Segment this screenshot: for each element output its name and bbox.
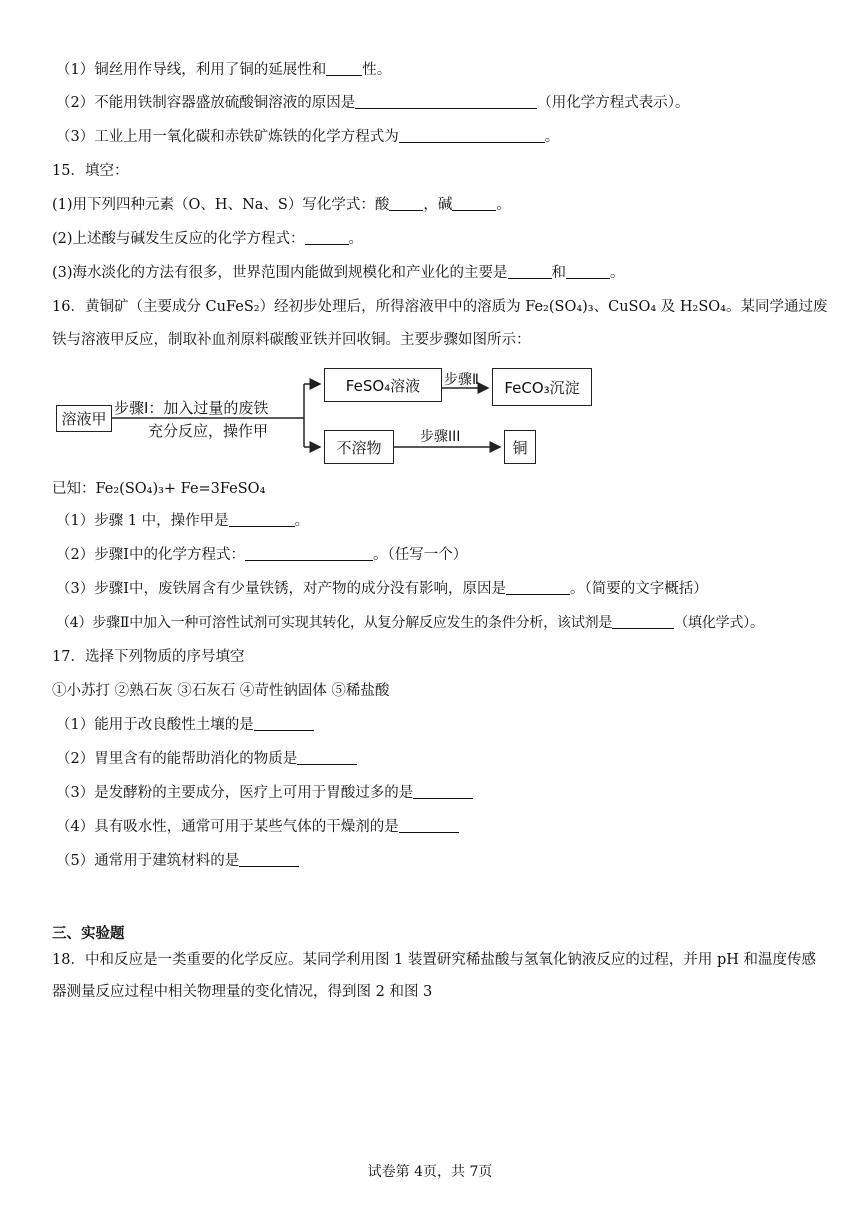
answer-blank[interactable] xyxy=(413,784,473,799)
q17-part2 xyxy=(56,749,830,769)
answer-blank[interactable] xyxy=(452,196,496,211)
q16-part1 xyxy=(56,511,830,531)
answer-blank[interactable] xyxy=(254,716,314,731)
q16-part1-suffix: 。 xyxy=(294,513,310,529)
answer-blank[interactable] xyxy=(612,614,674,629)
answer-blank[interactable] xyxy=(389,196,423,211)
feso4-solution-box: FeSO₄溶液 xyxy=(324,368,442,402)
answer-blank[interactable] xyxy=(297,750,357,765)
q17-part3 xyxy=(56,783,830,803)
q16-known: 已知：Fe₂(SO₄)₃+ Fe=3FeSO₄ xyxy=(52,481,266,497)
q15-title: 15．填空： xyxy=(52,163,129,179)
feco3-precipitate-box: FeCO₃沉淀 xyxy=(492,368,592,406)
answer-blank[interactable] xyxy=(355,94,537,109)
answer-blank[interactable] xyxy=(399,128,545,143)
q17-part3-text: （3）是发酵粉的主要成分，医疗上可用于胃酸过多的是 xyxy=(56,785,414,801)
q17-title: 17．选择下列物质的序号填空 xyxy=(52,649,245,665)
q14-part3-text: （3）工业上用一氧化碳和赤铁矿炼铁的化学方程式为 xyxy=(56,129,399,145)
insoluble-box: 不溶物 xyxy=(324,430,394,464)
q14-part1-suffix: 性。 xyxy=(362,62,392,78)
q15-part2-suffix: 。 xyxy=(348,231,364,247)
q16-part4 xyxy=(56,613,856,633)
page-footer: 试卷第 4页，共 7页 xyxy=(367,1164,493,1180)
q16-part2-text: （2）步骤Ⅰ中的化学方程式： xyxy=(56,547,245,563)
copper-box: 铜 xyxy=(504,430,536,464)
answer-blank[interactable] xyxy=(245,546,373,561)
q16-stem-line2: 铁与溶液甲反应，制取补血剂原料碳酸亚铁并回收铜。主要步骤如图所示： xyxy=(52,332,531,348)
q14-part2 xyxy=(56,93,830,113)
q15-part2 xyxy=(52,229,830,249)
q15-part1-text: (1)用下列四种元素（O、H、Na、S）写化学式：酸 xyxy=(52,197,390,213)
answer-blank[interactable] xyxy=(508,264,552,279)
answer-blank[interactable] xyxy=(566,264,610,279)
q15-part3 xyxy=(52,263,830,283)
q17-options: ①小苏打 ②熟石灰 ③石灰石 ④苛性钠固体 ⑤稀盐酸 xyxy=(52,683,390,699)
answer-blank[interactable] xyxy=(229,512,295,527)
answer-blank[interactable] xyxy=(305,230,349,245)
q16-part2 xyxy=(56,545,830,565)
answer-blank[interactable] xyxy=(239,852,299,867)
q14-part3 xyxy=(56,127,830,147)
q17-part1 xyxy=(56,715,830,735)
q16-part4-text: （4）步骤Ⅱ中加入一种可溶性试剂可实现其转化，从复分解反应发生的条件分析，该试剂是 xyxy=(56,615,613,631)
q14-part1-text: （1）铜丝用作导线，利用了铜的延展性和 xyxy=(56,62,327,78)
q15-part1-suffix: 。 xyxy=(496,197,511,213)
q15-part2-text: (2)上述酸与碱发生反应的化学方程式： xyxy=(52,231,305,247)
step1-label-line2: 充分反应，操作甲 xyxy=(148,422,269,440)
q17-part2-text: （2）胃里含有的能帮助消化的物质是 xyxy=(56,751,298,767)
q17-part5-text: （5）通常用于建筑材料的是 xyxy=(56,853,240,869)
q18-stem: 18．中和反应是一类重要的化学反应。某同学利用图 1 装置研究稀盐酸与氢氧化钠液反应的过程，并用 pH 和温度传感器测量反应过程中相关物理量的变化情况，得到图 2 和图 3 xyxy=(52,952,817,1000)
q17-part4-text: （4）具有吸水性，通常可用于某些气体的干燥剂的是 xyxy=(56,819,399,835)
q16-flow-diagram xyxy=(52,362,612,472)
step3-label: 步骤III xyxy=(420,429,461,445)
step2-label: 步骤Ⅱ xyxy=(444,372,479,388)
solution-jia-box: 溶液甲 xyxy=(56,405,112,432)
q17-part1-text: （1）能用于改良酸性土壤的是 xyxy=(56,717,254,733)
q16-part3 xyxy=(56,579,830,599)
q16-part1-text: （1）步骤 1 中，操作甲是 xyxy=(56,513,229,529)
section-title: 三、实验题 xyxy=(52,925,125,942)
q15-part1 xyxy=(52,195,830,215)
q16-part4-suffix: （填化学式）。 xyxy=(674,615,764,631)
answer-blank[interactable] xyxy=(326,61,362,76)
answer-blank[interactable] xyxy=(399,818,459,833)
q16-part3-text: （3）步骤Ⅰ中，废铁屑含有少量铁锈，对产物的成分没有影响，原因是 xyxy=(56,581,506,597)
q16-stem-line1: 16．黄铜矿（主要成分 CuFeS₂）经初步处理后，所得溶液甲中的溶质为 Fe₂(SO₄)₃、CuSO₄ 及 H₂SO₄。某同学通过废 xyxy=(52,299,828,315)
q17-part5 xyxy=(56,851,830,871)
q14-part1 xyxy=(56,60,830,80)
q15-part3-mid: 和 xyxy=(551,265,567,281)
step1-label-line1: 步骤Ⅰ：加入过量的废铁 xyxy=(114,399,269,417)
q15-part3-text: (3)海水淡化的方法有很多，世界范围内能做到规模化和产业化的主要是 xyxy=(52,265,508,281)
answer-blank[interactable] xyxy=(506,580,570,595)
q14-part2-text: （2）不能用铁制容器盛放硫酸铜溶液的原因是 xyxy=(56,95,356,111)
q16-part2-suffix: 。（任写一个） xyxy=(372,547,468,563)
q15-part1-mid: ，碱 xyxy=(423,197,453,213)
q15-part3-suffix: 。 xyxy=(610,265,625,281)
q14-part3-suffix: 。 xyxy=(544,129,560,145)
q16-part3-suffix: 。（简要的文字概括） xyxy=(569,581,708,597)
q14-part2-suffix: （用化学方程式表示）。 xyxy=(537,95,690,111)
q17-part4 xyxy=(56,817,830,837)
